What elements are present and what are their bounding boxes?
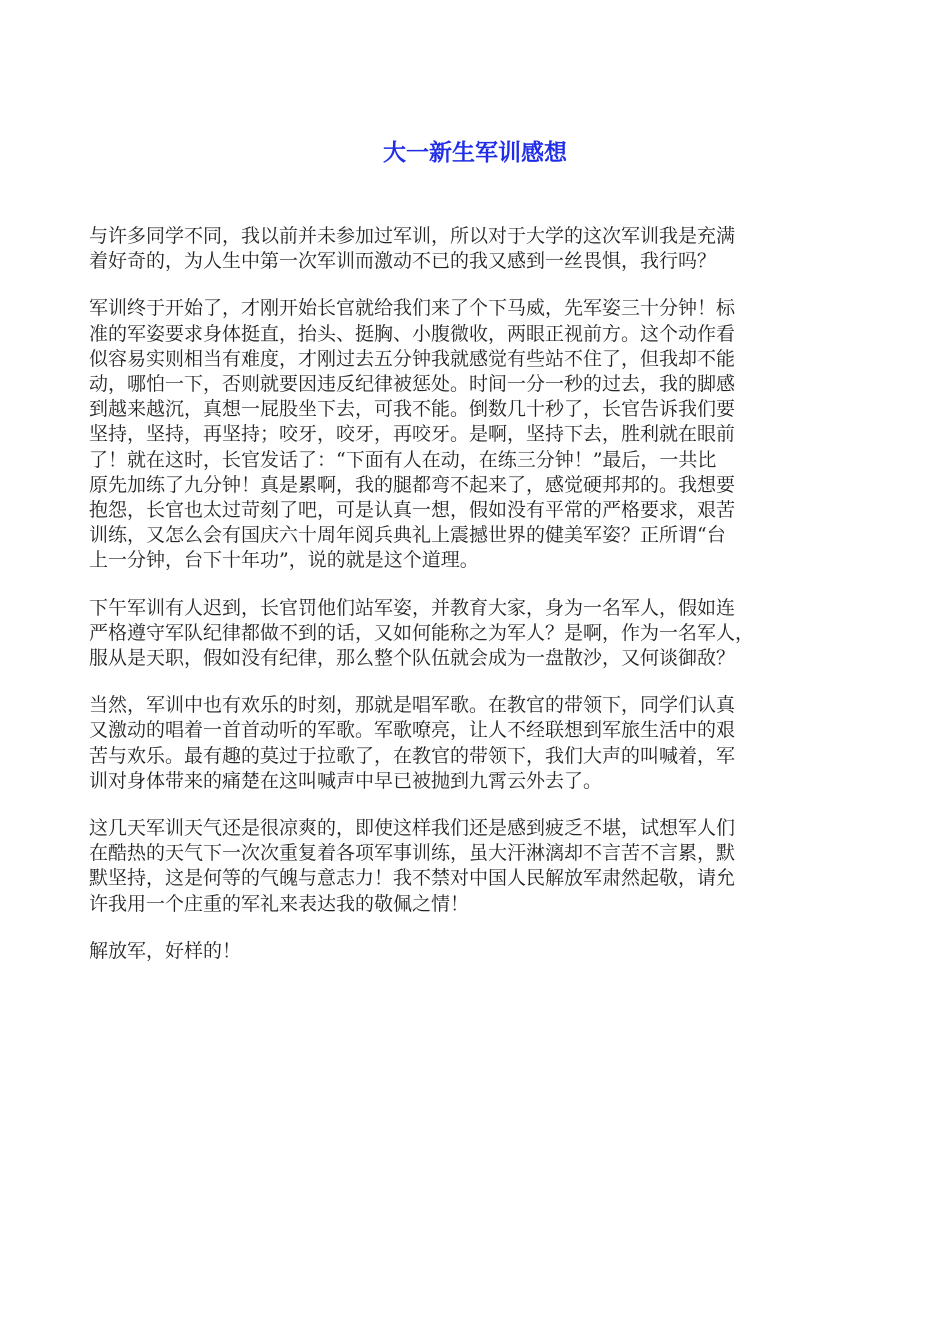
paragraph: 这几天军训天气还是很凉爽的，即使这样我们还是感到疲乏不堪，试想军人们 在酷热的天气下一次次重复着各项军事训练，虽大汗淋漓却不言苦不言累，默 默坚持，这是何等的气魄与意志力！我不禁对中国人民解放军肃然起敬，请允 许我用一个庄重的军礼来表达我的敬佩之情！ bbox=[89, 817, 736, 915]
paragraph: 军训终于开始了，才刚开始长官就给我们来了个下马威，先军姿三十分钟！标 准的军姿要求身体挺直，抬头、挺胸、小腹微收，两眼正视前方。这个动作看 似容易实则相当有难度，才刚过去五分钟我就感觉有些站不住了，但我却不能 动，哪怕一下，否则就要因违反纪律被惩处。时间一分一秒的过去，我的脚感 到越来越沉，真想一屁股坐下去，可我不能。倒数几十秒了，长官告诉我们要 坚持，坚持，再坚持；咬牙，咬牙，再咬牙。是啊，坚持下去，胜利就在眼前 了！就在这时，长官发话了：“下面有人在动，在练三分钟！”最后，一共比 原先加练了九分钟！真是累啊，我的腿都弯不起来了，感觉硬邦邦的。我想要 抱怨，长官也太过苛刻了吧，可是认真一想，假如没有平常的严格要求，艰苦 训练，又怎么会有国庆六十周年阅兵典礼上震撼世界的健美军姿？正所谓“台 上一分钟，台下十年功”，说的就是这个道理。 bbox=[89, 297, 736, 572]
paragraph: 解放军，好样的！ bbox=[89, 939, 242, 962]
paragraph: 与许多同学不同，我以前并未参加过军训，所以对于大学的这次军训我是充满 着好奇的，为人生中第一次军训而激动不已的我又感到一丝畏惧，我行吗？ bbox=[89, 225, 736, 273]
document-title: 大一新生军训感想 bbox=[383, 140, 567, 166]
document-body bbox=[89, 224, 865, 986]
paragraph: 下午军训有人迟到，长官罚他们站军姿，并教育大家，身为一名军人，假如连 严格遵守军队纪律都做不到的话，又如何能称之为军人？是啊，作为一名军人， 服从是天职，假如没有纪律，那么整个队伍就会成为一盘散沙，又何谈御敌？ bbox=[89, 596, 755, 670]
paragraph: 当然，军训中也有欢乐的时刻，那就是唱军歌。在教官的带领下，同学们认真 又激动的唱着一首首动听的军歌。军歌嘹亮，让人不经联想到军旅生活中的艰 苦与欢乐。最有趣的莫过于拉歌了，在教官的带领下，我们大声的叫喊着，军 训对身体带来的痛楚在这叫喊声中早已被抛到九霄云外去了。 bbox=[89, 694, 736, 792]
